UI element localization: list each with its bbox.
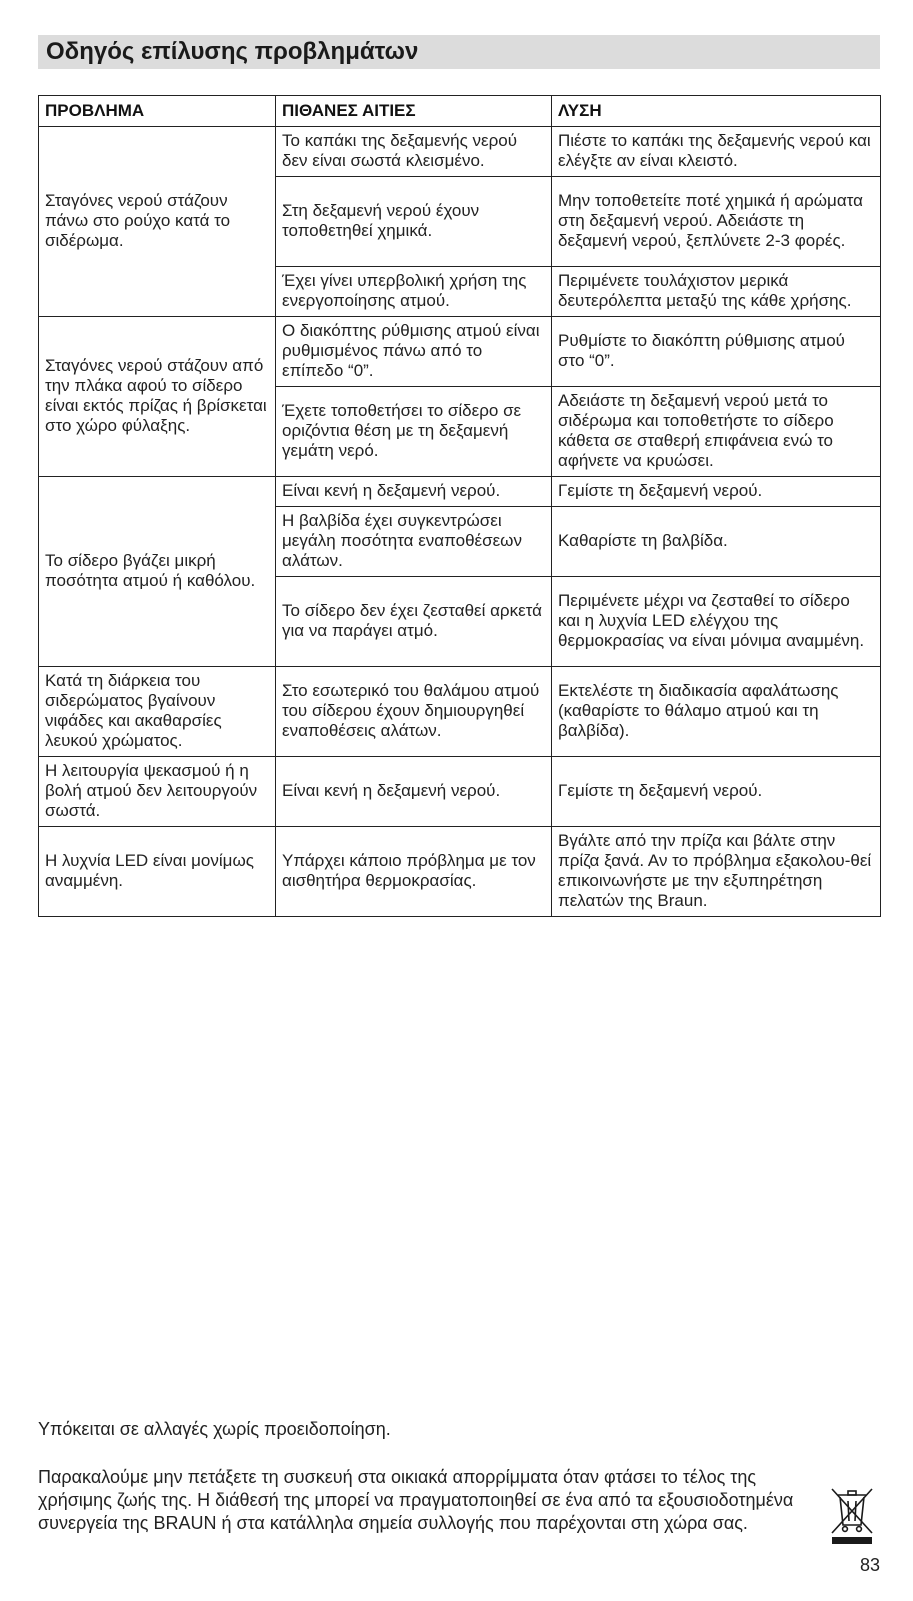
cause-cell: Υπάρχει κάποιο πρόβλημα με τον αισθητήρα θερμοκρασίας.	[276, 827, 552, 917]
solution-cell: Γεμίστε τη δεξαμενή νερού.	[552, 757, 881, 827]
problem-cell: Το σίδερο βγάζει μικρή ποσότητα ατμού ή καθόλου.	[39, 477, 276, 667]
table-row	[39, 477, 881, 507]
page-number: 83	[859, 1555, 880, 1575]
table-row	[39, 827, 881, 917]
cause-cell: Ο διακόπτης ρύθμισης ατμού είναι ρυθμισμένος πάνω από το επίπεδο “0”.	[276, 317, 552, 387]
troubleshooting-table	[38, 95, 881, 917]
solution-cell: Αδειάστε τη δεξαμενή νερού μετά το σιδέρωμα και τοποθετήστε το σίδερο κάθετα σε σταθερή επιφάνεια ενώ το αφήνετε να κρυώσει.	[552, 387, 881, 477]
problem-cell: Κατά τη διάρκεια του σιδερώματος βγαίνουν νιφάδες και ακαθαρσίες λευκού χρώματος.	[39, 667, 276, 757]
table-header-row	[39, 96, 881, 127]
change-notice: Υπόκειται σε αλλαγές χωρίς προειδοποίηση.	[38, 1419, 391, 1439]
cause-cell: Είναι κενή η δεξαμενή νερού.	[276, 477, 552, 507]
table-row	[39, 317, 881, 387]
cause-cell: Στο εσωτερικό του θαλάμου ατμού του σίδερου έχουν δημιουργηθεί εναποθέσεις αλάτων.	[276, 667, 552, 757]
solution-cell: Πιέστε το καπάκι της δεξαμενής νερού και ελέγξτε αν είναι κλειστό.	[552, 127, 881, 177]
solution-cell: Γεμίστε τη δεξαμενή νερού.	[552, 477, 881, 507]
solution-cell: Εκτελέστε τη διαδικασία αφαλάτωσης (καθαρίστε το θάλαμο ατμού και τη βαλβίδα).	[552, 667, 881, 757]
column-header-causes: ΠΙΘΑΝΕΣ ΑΙΤΙΕΣ	[276, 96, 552, 127]
cause-cell: Είναι κενή η δεξαμενή νερού.	[276, 757, 552, 827]
solution-cell: Περιμένετε μέχρι να ζεσταθεί το σίδερο και η λυχνία LED ελέγχου της θερμοκρασίας να είναι μόνιμα αναμμένη.	[552, 577, 881, 667]
cause-cell: Το σίδερο δεν έχει ζεσταθεί αρκετά για να παράγει ατμό.	[276, 577, 552, 667]
problem-cell: Σταγόνες νερού στάζουν από την πλάκα αφού το σίδερο είναι εκτός πρίζας ή βρίσκεται στο χώρο φύλαξης.	[39, 317, 276, 477]
table-body	[39, 127, 881, 917]
table-row	[39, 757, 881, 827]
cause-cell: Το καπάκι της δεξαμενής νερού δεν είναι σωστά κλεισμένο.	[276, 127, 552, 177]
cause-cell: Η βαλβίδα έχει συγκεντρώσει μεγάλη ποσότητα εναποθέσεων αλάτων.	[276, 507, 552, 577]
crossed-out-wheelie-bin-icon	[826, 1485, 880, 1547]
solution-cell: Μην τοποθετείτε ποτέ χημικά ή αρώματα στη δεξαμενή νερού. Αδειάστε τη δεξαμενή νερού, ξεπλύνετε 2-3 φορές.	[552, 177, 881, 267]
table-header	[39, 96, 881, 127]
solution-cell: Καθαρίστε τη βαλβίδα.	[552, 507, 881, 577]
cause-cell: Έχετε τοποθετήσει το σίδερο σε οριζόντια θέση με τη δεξαμενή γεμάτη νερό.	[276, 387, 552, 477]
column-header-problem: ΠΡΟΒΛΗΜΑ	[39, 96, 276, 127]
solution-cell: Βγάλτε από την πρίζα και βάλτε στην πρίζα ξανά. Αν το πρόβλημα εξακολου-θεί επικοινωνήστε με την εξυπηρέτηση πελατών της Braun.	[552, 827, 881, 917]
problem-cell: Η λυχνία LED είναι μονίμως αναμμένη.	[39, 827, 276, 917]
solution-cell: Ρυθμίστε το διακόπτη ρύθμισης ατμού στο “0”.	[552, 317, 881, 387]
table-row	[39, 667, 881, 757]
cause-cell: Στη δεξαμενή νερού έχουν τοποθετηθεί χημικά.	[276, 177, 552, 267]
cause-cell: Έχει γίνει υπερβολική χρήση της ενεργοποίησης ατμού.	[276, 267, 552, 317]
table-row	[39, 127, 881, 177]
page-title: Οδηγός επίλυσης προβλημάτων	[38, 35, 880, 69]
disposal-notice: Παρακαλούμε μην πετάξετε τη συσκευή στα οικιακά απορρίμματα όταν φτάσει το τέλος της χρήσιμης ζωής της. Η διάθεσή της μπορεί να πραγματοποιηθεί σε ένα από τα εξουσιοδοτημένα συνεργεία της BRAUN ή στα κατάλληλα σημεία συλλογής που παρέχονται στη χώρα σας.	[38, 1467, 794, 1533]
column-header-solution: ΛΥΣΗ	[552, 96, 881, 127]
solution-cell: Περιμένετε τουλάχιστον μερικά δευτερόλεπτα μεταξύ της κάθε χρήσης.	[552, 267, 881, 317]
problem-cell: Η λειτουργία ψεκασμού ή η βολή ατμού δεν λειτουργούν σωστά.	[39, 757, 276, 827]
problem-cell: Σταγόνες νερού στάζουν πάνω στο ρούχο κατά το σιδέρωμα.	[39, 127, 276, 317]
